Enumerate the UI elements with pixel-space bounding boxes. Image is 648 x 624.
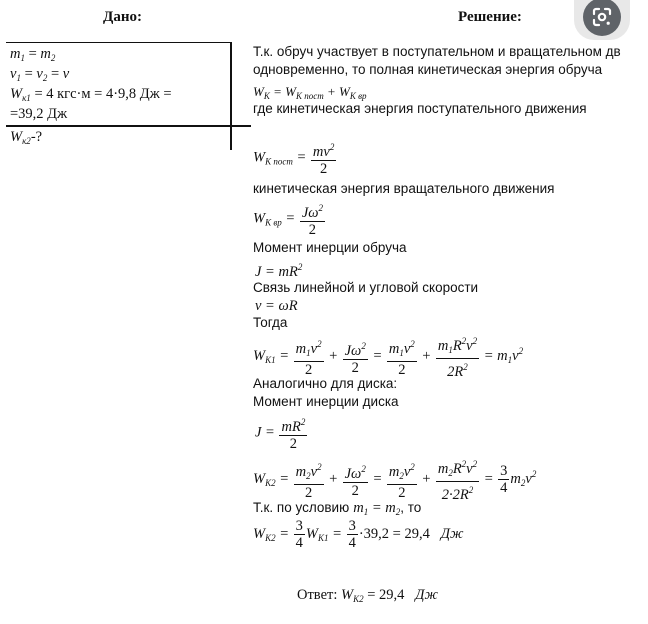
given-line-2: $v_1 = v_2 = v$	[10, 66, 70, 83]
formula-disk-inertia: J = $\frac{mR^2}{2}$	[255, 414, 308, 452]
solution-text-2: одновременно, то полная кинетическая энергия обруча	[253, 62, 603, 77]
given-bottom-rule	[6, 125, 251, 127]
given-vertical-rule	[230, 42, 232, 150]
formula-result: $W_{K2}$ = $\frac{3}{4}$ $W_{K1}$ = $\frac{3}{4}$ ·39,2 = 29,4 Дж	[253, 518, 464, 551]
google-lens-icon	[583, 0, 621, 36]
solution-header: Решение:	[458, 9, 522, 25]
given-line-5: $W_{к2}-$?	[10, 129, 43, 146]
given-top-rule	[6, 42, 232, 43]
solution-text-4: кинетическая энергия вращательного движения	[253, 181, 555, 196]
answer-line: Ответ: $W_{K2} = 29,4$ Дж	[297, 587, 439, 604]
formula-hoop-energy: $W_{K1}$ = $\frac{m_1v^2}{2}$ + $\frac{J\omega^2}{2}$ = $\frac{m_1v^2}{2}$ + $\frac{m_1R^2v^2}{2R^2}$ = $m_1v^2$	[253, 333, 523, 380]
solution-text-6: Связь линейной и угловой скорости	[253, 280, 479, 295]
formula-hoop-inertia: $J = mR^2$	[255, 262, 303, 280]
lens-button[interactable]	[574, 0, 630, 40]
formula-rotational: $W_{K вр}$ = $\frac{J\omega^2}{2}$	[253, 200, 326, 238]
formula-translational: $W_{K пост}$ = $\frac{mv^2}{2}$	[253, 139, 337, 177]
given-line-4: =39,2 Дж	[10, 106, 68, 122]
given-line-1: $m_1 = m_2$	[10, 46, 56, 63]
solution-text-7: Тогда	[253, 315, 288, 330]
solution-text-3: где кинетическая энергия поступательного движения	[253, 101, 587, 116]
given-header: Дано:	[103, 9, 142, 25]
given-line-3: $W_{к1} = 4$ кгс·м = 4·9,8 Дж =	[10, 86, 172, 103]
solution-text-9: Момент инерции диска	[253, 394, 399, 409]
solution-text-8: Аналогично для диска:	[253, 376, 398, 391]
formula-total-energy: $W_K = W_{K пост} + W_{K вр}$	[253, 84, 367, 101]
formula-velocity-link: v = ωR	[255, 298, 298, 314]
formula-disk-energy: $W_{K2}$ = $\frac{m_2v^2}{2}$ + $\frac{J\omega^2}{2}$ = $\frac{m_2v^2}{2}$ + $\frac{m_2R^2v^2}{2\cdot 2R^2}$ = $\frac{3}{4}$ $m_2v^2$	[253, 456, 536, 503]
solution-text-1: Т.к. обруч участвует в поступательном и вращательном дв	[253, 44, 621, 59]
solution-text-10: Т.к. по условию $m_1 = m_2$, то	[253, 500, 422, 517]
solution-text-5: Момент инерции обруча	[253, 240, 407, 255]
